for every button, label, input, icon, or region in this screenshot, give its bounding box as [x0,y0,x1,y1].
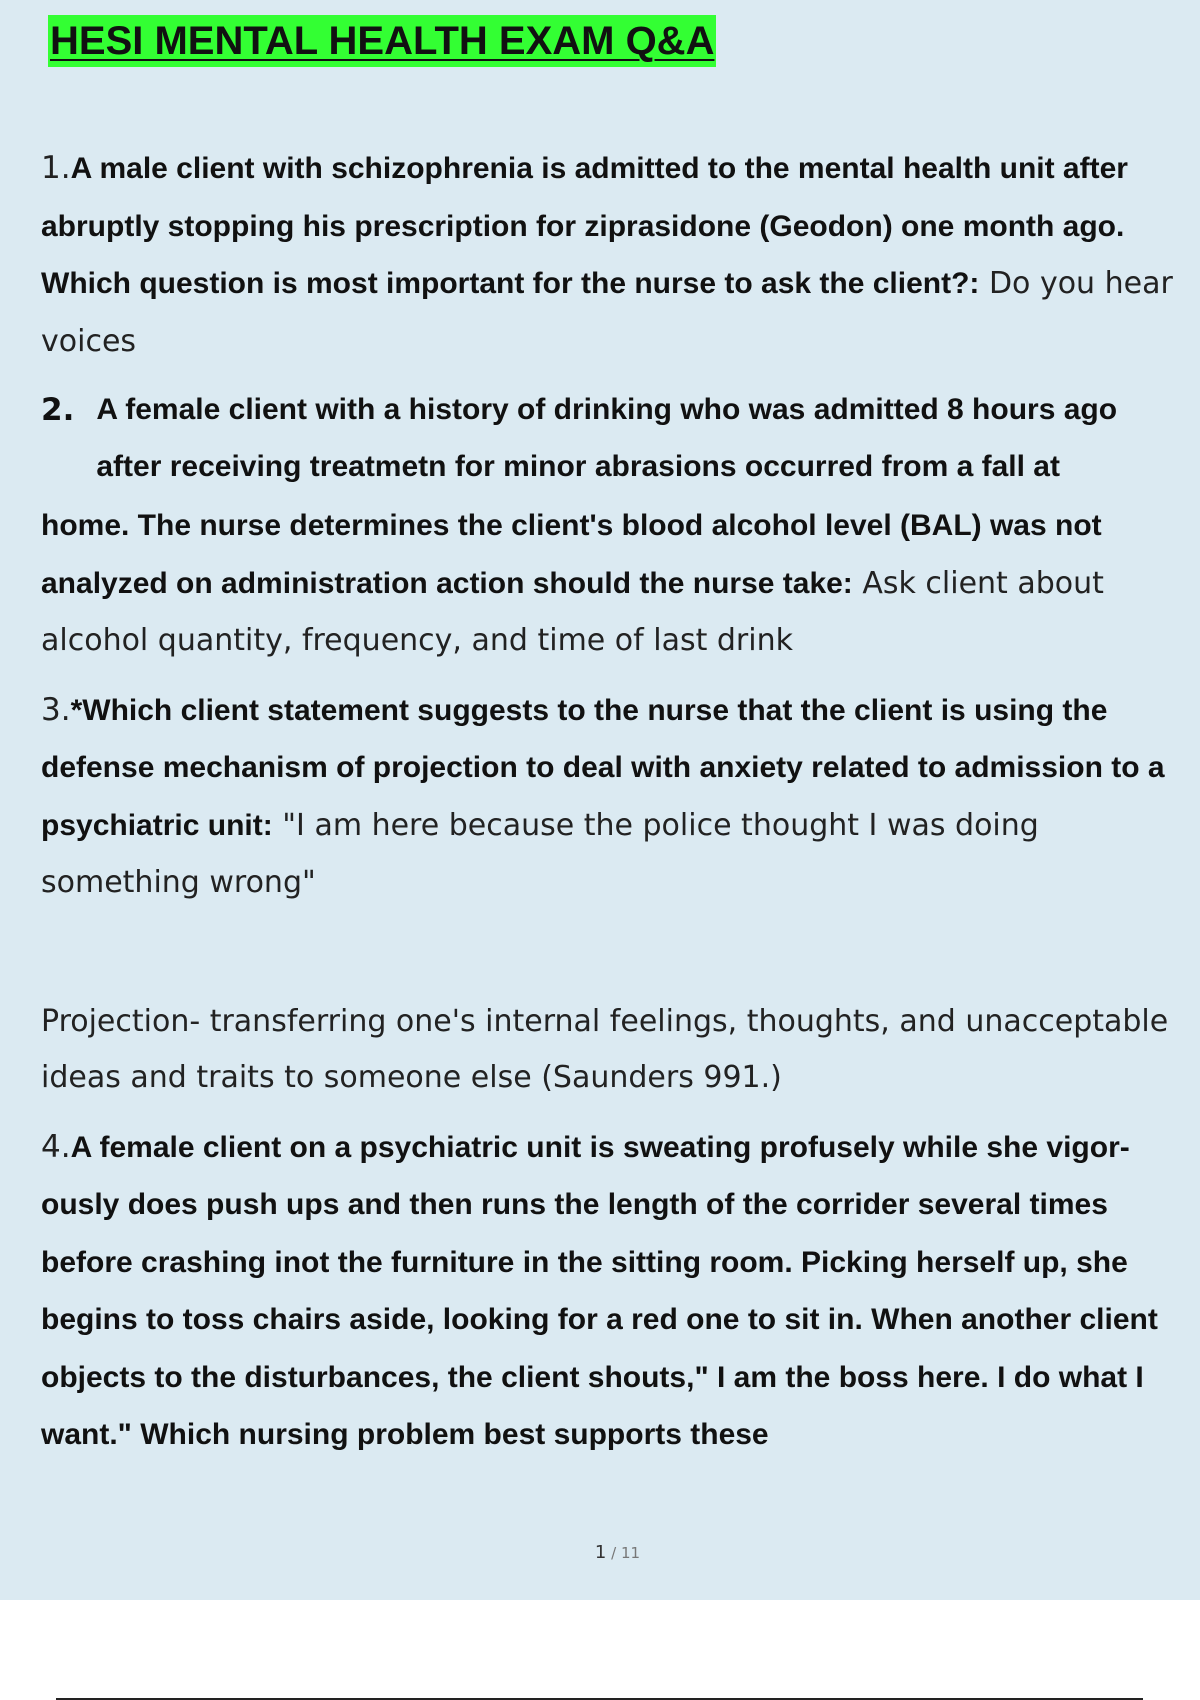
page-current: 1 [594,1542,607,1563]
page-total: 11 [620,1544,641,1562]
question-1 [41,140,1196,370]
question-text: A female client with a history of drinking who was admitted 8 hours ago after receiving treatmetn for minor abrasions occurred from a fall at [96,393,1118,483]
question-number: 4. [41,1128,71,1165]
question-2-continued [41,497,1196,670]
question-number: 3. [41,691,71,728]
answer-text: Ask client about alcohol quantity, frequency, and time of last drink [41,565,1104,658]
spacer [41,924,1196,994]
answer-text: "I am here because the police thought I was doing something wrong" [41,807,1039,900]
answer-text: Do you hear voices [41,266,1173,359]
question-text: A male client with schizophrenia is admitted to the mental health unit after abruptly stopping his prescription for ziprasidone (Geodon) one month ago. Which question is most important for the nurse to ask the client?: [41,152,1128,300]
question-number: 1. [41,150,71,186]
document-title: HESI MENTAL HEALTH EXAM Q&A [48,15,716,67]
question-3 [41,682,1196,912]
page-indicator [0,1542,1200,1563]
question-4 [41,1119,1196,1464]
page-separator: / [606,1544,621,1562]
document-body [41,140,1196,1476]
question-number: 2. [41,392,75,428]
question-text: A female client on a psychiatric unit is sweating profusely while she vigor- ously does push ups and then runs the length of the corrider several times before crashing inot the furniture in the sitting room. Picking herself up, she begins to toss chairs aside, looking for a red one to sit in. When another client objects to the disturbances, the client shouts," I am the boss here. I do what I want." Which nursing problem best supports these [41,1130,1158,1451]
question-text: home. The nurse determines the client's blood alcohol level (BAL) was not analyzed on administration action should the nurse take: [41,509,1102,600]
question-2 [41,382,1196,495]
question-text: *Which client statement suggests to the nurse that the client is using the defense mechanism of projection to deal with anxiety related to admission to a psychiatric unit: [41,693,1165,842]
explanation-note: Projection- transferring one's internal feelings, thoughts, and unacceptable ideas and traits to someone else (Saunders 991.) [41,1003,1169,1095]
